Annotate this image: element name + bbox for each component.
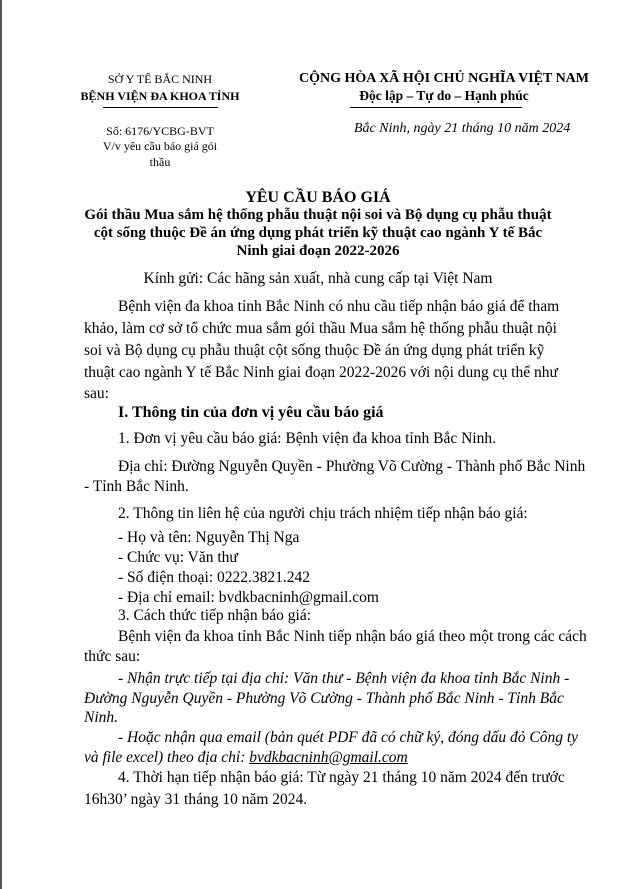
address-line-2: - Tỉnh Bắc Ninh. [84,478,189,495]
contact-name: - Họ và tên: Nguyễn Thị Nga [118,529,300,546]
method-intro-line-2: thức sau: [84,648,141,665]
subject-line-2: thầu [149,155,171,169]
title-line-2: cột sống thuộc Đề án ứng dụng phát triển kỹ thuật cao ngành Y tế Bắc [93,225,543,241]
org-name: BỆNH VIỆN ĐA KHOA TỈNH [80,89,240,103]
doc-number: Số: 6176/YCBG-BVT [106,124,214,138]
intro-line-3: soi và Bộ dụng cụ phẫu thuật cột sống thuộc Đề án ứng dụng phát triển kỹ [84,342,545,359]
subject-line-1: V/v yêu cầu báo giá gói [102,139,218,153]
method-direct-line-3: Ninh. [84,709,119,726]
title-line-3: Ninh giai đoạn 2022-2026 [236,243,400,259]
motto-underline [350,107,522,108]
contact-heading: 2. Thông tin liên hệ của người chịu trách nhiệm tiếp nhận báo giá: [118,505,528,522]
title-line-1: Gói thầu Mua sắm hệ thống phẫu thuật nội soi và Bộ dụng cụ phẫu thuật [84,207,552,223]
org-parent: SỞ Y TẾ BẮC NINH [107,72,213,86]
motto: Độc lập – Tự do – Hạnh phúc [359,88,529,103]
intro-line-1: Bệnh viện đa khoa tỉnh Bắc Ninh có nhu cầu tiếp nhận báo giá để tham [118,298,560,315]
method-email-line-1: - Hoặc nhận qua email (bản quét PDF đã có chữ ký, đóng dấu đỏ Công ty [118,729,579,746]
intro-line-2: khảo, làm cơ sở tổ chức mua sắm gói thầu Mua sắm hệ thống phẫu thuật nội [84,320,557,337]
contact-phone: - Số điện thoại: 0222.3821.242 [118,569,311,586]
method-email-link[interactable]: bvdkbacninh@gmail.com [249,749,408,766]
method-direct-line-1: - Nhận trực tiếp tại địa chỉ: Văn thư - Bệnh viện đa khoa tỉnh Bắc Ninh - [118,670,570,687]
contact-role: - Chức vụ: Văn thư [118,549,238,566]
place-date: Bắc Ninh, ngày 21 tháng 10 năm 2024 [354,121,571,136]
deadline-line-1: 4. Thời hạn tiếp nhận báo giá: Từ ngày 21 tháng 10 năm 2024 đến trước [118,769,565,786]
document-title: YÊU CẦU BÁO GIÁ [245,189,391,206]
country-name: CỘNG HÒA XÃ HỘI CHỦ NGHĨA VIỆT NAM [298,71,589,86]
method-email-prefix: và file excel) theo địa chỉ: [84,749,250,766]
method-direct-line-2: Đường Nguyễn Quyền - Phường Võ Cường - Thành phố Bắc Ninh - Tỉnh Bắc [84,690,564,707]
deadline-line-2: 16h30’ ngày 31 tháng 10 năm 2024. [84,791,308,808]
intro-line-4: thuật cao ngành Y tế Bắc Ninh giai đoạn 2022-2026 với nội dung cụ thể như [84,364,558,381]
recipient-line: Kính gửi: Các hãng sản xuất, nhà cung cấp tại Việt Nam [143,270,493,287]
intro-line-5: sau: [84,385,109,402]
address-line-1: Địa chỉ: Đường Nguyễn Quyền - Phường Võ Cường - Thành phố Bắc Ninh [118,458,586,475]
org-name-underline [103,107,218,108]
section-1-heading: I. Thông tin của đơn vị yêu cầu báo giá [118,404,384,421]
requester-unit: 1. Đơn vị yêu cầu báo giá: Bệnh viện đa khoa tỉnh Bắc Ninh. [118,430,496,447]
method-email-line-2 [84,749,408,767]
contact-email: - Địa chỉ email: bvdkbacninh@gmail.com [118,589,379,606]
receipt-method-heading: 3. Cách thức tiếp nhận báo giá: [118,607,312,624]
page-left-edge [0,0,2,889]
method-intro-line-1: Bệnh viện đa khoa tỉnh Bắc Ninh tiếp nhận báo giá theo một trong các cách [118,628,587,645]
